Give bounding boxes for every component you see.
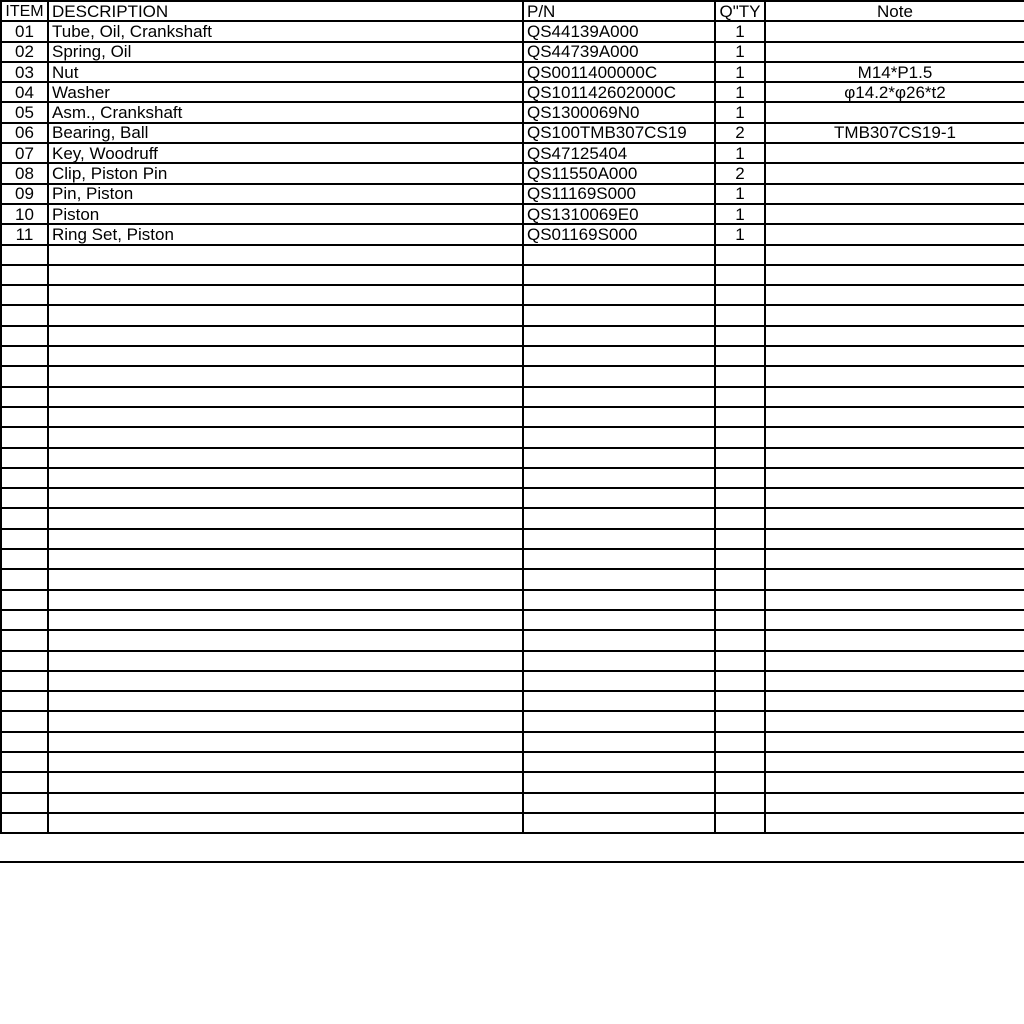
cell-quantity: 1 [715, 224, 765, 244]
cell-description [48, 793, 523, 813]
cell-part-number: QS101142602000C [523, 82, 715, 102]
cell-description [48, 529, 523, 549]
cell-note [765, 448, 1024, 468]
cell-note [765, 488, 1024, 508]
cell-part-number [523, 407, 715, 427]
cell-note [765, 224, 1024, 244]
empty-table-row [1, 590, 1024, 610]
cell-item [1, 326, 48, 346]
cell-note [765, 508, 1024, 528]
table-row [1, 21, 1024, 41]
empty-table-row [1, 752, 1024, 772]
cell-description [48, 448, 523, 468]
cell-note [765, 285, 1024, 305]
empty-table-row [1, 549, 1024, 569]
cell-quantity: 1 [715, 62, 765, 82]
cell-note [765, 346, 1024, 366]
cell-description: Ring Set, Piston [48, 224, 523, 244]
cell-description: Spring, Oil [48, 42, 523, 62]
cell-part-number [523, 387, 715, 407]
cell-description [48, 366, 523, 386]
cell-note [765, 42, 1024, 62]
cell-quantity [715, 772, 765, 792]
cell-description [48, 671, 523, 691]
cell-quantity [715, 610, 765, 630]
cell-part-number [523, 488, 715, 508]
cell-quantity [715, 387, 765, 407]
cell-description [48, 610, 523, 630]
cell-quantity [715, 245, 765, 265]
table-row [1, 163, 1024, 183]
cell-quantity [715, 813, 765, 833]
cell-description [48, 468, 523, 488]
cell-quantity [715, 508, 765, 528]
cell-description [48, 691, 523, 711]
cell-part-number: QS47125404 [523, 143, 715, 163]
cell-description [48, 427, 523, 447]
empty-table-row [1, 468, 1024, 488]
cell-part-number [523, 265, 715, 285]
cell-note [765, 407, 1024, 427]
cell-description [48, 285, 523, 305]
cell-item: 04 [1, 82, 48, 102]
cell-quantity: 2 [715, 163, 765, 183]
cell-description [48, 508, 523, 528]
cell-note [765, 387, 1024, 407]
cell-part-number: QS01169S000 [523, 224, 715, 244]
cell-description [48, 590, 523, 610]
cell-quantity: 1 [715, 42, 765, 62]
cell-item [1, 305, 48, 325]
cell-quantity [715, 529, 765, 549]
cell-item [1, 346, 48, 366]
cell-part-number [523, 732, 715, 752]
cell-part-number [523, 651, 715, 671]
cell-note [765, 671, 1024, 691]
cell-description [48, 326, 523, 346]
cell-quantity [715, 630, 765, 650]
cell-quantity: 1 [715, 82, 765, 102]
cell-quantity: 1 [715, 21, 765, 41]
cell-note: M14*P1.5 [765, 62, 1024, 82]
cell-quantity [715, 366, 765, 386]
empty-table-row [1, 772, 1024, 792]
cell-quantity: 1 [715, 143, 765, 163]
cell-quantity: 1 [715, 204, 765, 224]
cell-item [1, 671, 48, 691]
empty-table-row [1, 813, 1024, 833]
cell-part-number: QS1310069E0 [523, 204, 715, 224]
cell-item [1, 265, 48, 285]
cell-note [765, 569, 1024, 589]
cell-description [48, 387, 523, 407]
cell-description [48, 569, 523, 589]
cell-description: Clip, Piston Pin [48, 163, 523, 183]
table-row [1, 123, 1024, 143]
cell-part-number [523, 468, 715, 488]
cell-quantity [715, 711, 765, 731]
cell-part-number: QS11550A000 [523, 163, 715, 183]
table-body [1, 21, 1024, 833]
cell-quantity [715, 651, 765, 671]
cell-description: Nut [48, 62, 523, 82]
cell-item [1, 651, 48, 671]
cell-quantity [715, 549, 765, 569]
cell-note [765, 813, 1024, 833]
cell-note [765, 427, 1024, 447]
table-row [1, 82, 1024, 102]
cell-part-number [523, 772, 715, 792]
empty-table-row [1, 305, 1024, 325]
cell-item: 10 [1, 204, 48, 224]
cell-description: Bearing, Ball [48, 123, 523, 143]
cell-note [765, 102, 1024, 122]
cell-quantity [715, 265, 765, 285]
table-row [1, 102, 1024, 122]
cell-item [1, 793, 48, 813]
cell-note [765, 204, 1024, 224]
table-row [1, 62, 1024, 82]
empty-table-row [1, 732, 1024, 752]
empty-table-row [1, 488, 1024, 508]
cell-note [765, 691, 1024, 711]
cell-quantity [715, 448, 765, 468]
cell-part-number [523, 569, 715, 589]
empty-table-row [1, 711, 1024, 731]
cell-part-number [523, 752, 715, 772]
empty-table-row [1, 448, 1024, 468]
cell-note [765, 245, 1024, 265]
cell-note [765, 143, 1024, 163]
cell-part-number [523, 630, 715, 650]
cell-description [48, 245, 523, 265]
cell-note [765, 529, 1024, 549]
cell-description: Washer [48, 82, 523, 102]
cell-item: 07 [1, 143, 48, 163]
cell-quantity [715, 691, 765, 711]
cell-part-number [523, 448, 715, 468]
cell-part-number [523, 529, 715, 549]
table-row [1, 204, 1024, 224]
cell-note [765, 732, 1024, 752]
cell-item: 01 [1, 21, 48, 41]
empty-table-row [1, 610, 1024, 630]
cell-quantity [715, 427, 765, 447]
cell-item [1, 407, 48, 427]
cell-quantity [715, 488, 765, 508]
cell-item [1, 630, 48, 650]
cell-quantity [715, 346, 765, 366]
cell-item [1, 752, 48, 772]
cell-part-number [523, 813, 715, 833]
cell-note [765, 265, 1024, 285]
cell-note [765, 21, 1024, 41]
cell-part-number [523, 326, 715, 346]
cell-note [765, 752, 1024, 772]
cell-part-number: QS100TMB307CS19 [523, 123, 715, 143]
header-part-number: P/N [523, 1, 715, 21]
cell-description [48, 630, 523, 650]
cell-part-number: QS44739A000 [523, 42, 715, 62]
cell-note: TMB307CS19-1 [765, 123, 1024, 143]
empty-table-row [1, 346, 1024, 366]
table-header-row [1, 1, 1024, 21]
cell-description [48, 407, 523, 427]
table-row [1, 143, 1024, 163]
empty-table-row [1, 387, 1024, 407]
cell-part-number [523, 366, 715, 386]
empty-table-row [1, 691, 1024, 711]
cell-description [48, 772, 523, 792]
cell-description: Tube, Oil, Crankshaft [48, 21, 523, 41]
cell-part-number [523, 590, 715, 610]
cell-quantity [715, 752, 765, 772]
cell-description [48, 732, 523, 752]
cell-quantity [715, 407, 765, 427]
empty-table-row [1, 245, 1024, 265]
empty-table-row [1, 407, 1024, 427]
header-quantity: Q"TY [715, 1, 765, 21]
empty-table-row [1, 671, 1024, 691]
cell-item: 05 [1, 102, 48, 122]
cell-description [48, 752, 523, 772]
empty-table-row [1, 793, 1024, 813]
bottom-divider-line [0, 861, 1024, 863]
table-row [1, 42, 1024, 62]
cell-description [48, 651, 523, 671]
cell-quantity [715, 285, 765, 305]
cell-item [1, 569, 48, 589]
empty-table-row [1, 529, 1024, 549]
cell-item: 11 [1, 224, 48, 244]
cell-item [1, 529, 48, 549]
cell-part-number: QS11169S000 [523, 184, 715, 204]
empty-table-row [1, 630, 1024, 650]
cell-description [48, 265, 523, 285]
cell-note [765, 772, 1024, 792]
header-description: DESCRIPTION [48, 1, 523, 21]
cell-quantity: 1 [715, 102, 765, 122]
cell-item [1, 813, 48, 833]
cell-note [765, 711, 1024, 731]
cell-note [765, 184, 1024, 204]
cell-item [1, 387, 48, 407]
table-row [1, 224, 1024, 244]
cell-quantity [715, 671, 765, 691]
header-note: Note [765, 1, 1024, 21]
cell-part-number [523, 508, 715, 528]
cell-description [48, 813, 523, 833]
cell-quantity [715, 590, 765, 610]
cell-part-number [523, 549, 715, 569]
cell-description [48, 711, 523, 731]
cell-item [1, 590, 48, 610]
cell-item [1, 732, 48, 752]
empty-table-row [1, 265, 1024, 285]
cell-description: Key, Woodruff [48, 143, 523, 163]
cell-note [765, 590, 1024, 610]
cell-note [765, 326, 1024, 346]
cell-item: 02 [1, 42, 48, 62]
cell-part-number [523, 671, 715, 691]
cell-part-number [523, 691, 715, 711]
cell-part-number: QS44139A000 [523, 21, 715, 41]
cell-note [765, 163, 1024, 183]
cell-note [765, 610, 1024, 630]
cell-description [48, 488, 523, 508]
cell-quantity [715, 468, 765, 488]
cell-note [765, 468, 1024, 488]
empty-table-row [1, 427, 1024, 447]
cell-note [765, 549, 1024, 569]
cell-quantity [715, 793, 765, 813]
cell-item [1, 711, 48, 731]
cell-part-number: QS0011400000C [523, 62, 715, 82]
cell-note: φ14.2*φ26*t2 [765, 82, 1024, 102]
empty-table-row [1, 569, 1024, 589]
cell-part-number [523, 427, 715, 447]
empty-table-row [1, 285, 1024, 305]
cell-item [1, 468, 48, 488]
cell-quantity [715, 569, 765, 589]
cell-description [48, 549, 523, 569]
cell-item [1, 772, 48, 792]
cell-item [1, 427, 48, 447]
cell-quantity: 1 [715, 184, 765, 204]
cell-part-number [523, 346, 715, 366]
empty-table-row [1, 508, 1024, 528]
cell-part-number [523, 305, 715, 325]
cell-quantity [715, 732, 765, 752]
cell-part-number: QS1300069N0 [523, 102, 715, 122]
cell-item [1, 448, 48, 468]
cell-note [765, 793, 1024, 813]
cell-part-number [523, 711, 715, 731]
cell-description [48, 346, 523, 366]
cell-description: Asm., Crankshaft [48, 102, 523, 122]
cell-item: 03 [1, 62, 48, 82]
cell-item [1, 285, 48, 305]
cell-note [765, 651, 1024, 671]
cell-part-number [523, 285, 715, 305]
cell-item [1, 691, 48, 711]
cell-quantity [715, 326, 765, 346]
cell-item [1, 549, 48, 569]
cell-item: 09 [1, 184, 48, 204]
cell-item [1, 245, 48, 265]
cell-description: Piston [48, 204, 523, 224]
cell-note [765, 630, 1024, 650]
cell-item [1, 488, 48, 508]
cell-note [765, 305, 1024, 325]
cell-part-number [523, 793, 715, 813]
empty-table-row [1, 651, 1024, 671]
cell-quantity [715, 305, 765, 325]
cell-item: 08 [1, 163, 48, 183]
cell-part-number [523, 610, 715, 630]
cell-description: Pin, Piston [48, 184, 523, 204]
cell-quantity: 2 [715, 123, 765, 143]
cell-description [48, 305, 523, 325]
cell-part-number [523, 245, 715, 265]
empty-table-row [1, 366, 1024, 386]
header-item: ITEM [1, 1, 48, 21]
table-row [1, 184, 1024, 204]
cell-item [1, 610, 48, 630]
cell-item [1, 366, 48, 386]
cell-note [765, 366, 1024, 386]
cell-item: 06 [1, 123, 48, 143]
empty-table-row [1, 326, 1024, 346]
cell-item [1, 508, 48, 528]
